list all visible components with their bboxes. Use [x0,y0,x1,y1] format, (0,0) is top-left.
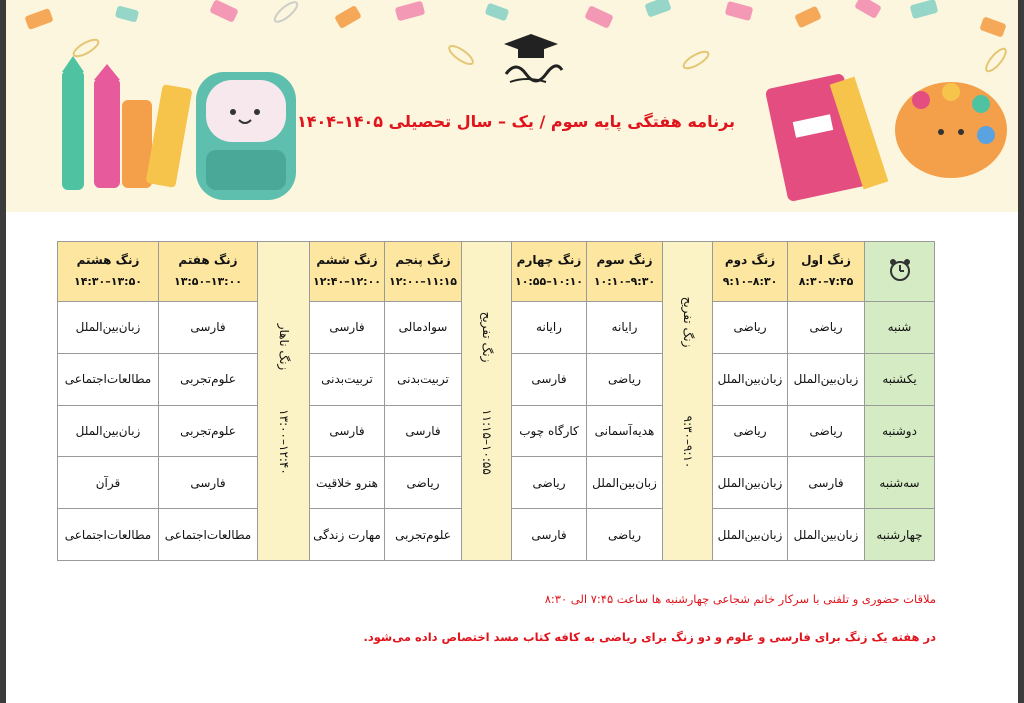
period-header: زنگ اول ۸:۳۰–۷:۴۵ [788,242,865,302]
class-cell: تربیت‌بدنی [385,353,462,405]
class-cell: زبان‌بین‌الملل [713,353,788,405]
contact-note: ملاقات حضوری و تلفنی با سرکار خانم شجاعی چهارشنبه ها ساعت ۷:۴۵ الی ۸:۳۰ [544,592,936,606]
period-header: زنگ ششم ۱۲:۴۰–۱۲:۰۰ [310,242,385,302]
class-cell: تربیت‌بدنی [310,353,385,405]
break-column: زنگ تفریح ۹:۳۰–۹:۱۰ [663,242,713,561]
period-header: زنگ هشتم ۱۴:۳۰–۱۳:۵۰ [58,242,159,302]
class-cell: فارسی [159,301,258,353]
class-cell: فارسی [310,301,385,353]
class-cell: فارسی [385,405,462,457]
period-header: زنگ دوم ۹:۱۰–۸:۳۰ [713,242,788,302]
day-label: شنبه [865,301,935,353]
class-cell: مطالعات‌اجتماعی [58,353,159,405]
class-cell: علوم‌تجربی [385,509,462,561]
library-note: در هفته یک زنگ برای فارسی و علوم و دو زنگ برای ریاضی به کافه کتاب مسد اختصاص داده می‌شود. [363,630,936,644]
class-cell: ریاضی [385,457,462,509]
class-cell: زبان‌بین‌الملل [788,353,865,405]
break-column: زنگ تفریح ۱۱:۱۵–۱۰:۵۵ [462,242,512,561]
class-cell: ریاضی [788,405,865,457]
class-cell: قرآن [58,457,159,509]
class-cell: هدیه‌آسمانی [587,405,663,457]
class-cell: فارسی [512,509,587,561]
period-header: زنگ چهارم ۱۰:۵۵–۱۰:۱۰ [512,242,587,302]
period-header: زنگ هفتم ۱۳:۵۰–۱۳:۰۰ [159,242,258,302]
document-page [6,0,1018,703]
class-cell: ریاضی [713,405,788,457]
class-cell: سوادمالی [385,301,462,353]
class-cell: ریاضی [512,457,587,509]
class-cell: ریاضی [587,509,663,561]
class-cell: مطالعات‌اجتماعی [159,509,258,561]
weekly-schedule-table [57,241,935,561]
header-banner [6,0,1018,212]
class-cell: هنرو خلاقیت [310,457,385,509]
page-title: برنامه هفتگی پایه سوم / یک – سال تحصیلی ۱۴۰۵–۱۴۰۴ [296,112,736,131]
class-cell: زبان‌بین‌الملل [58,301,159,353]
school-logo [496,30,566,92]
class-cell: ریاضی [788,301,865,353]
class-cell: فارسی [788,457,865,509]
class-cell: زبان‌بین‌الملل [713,509,788,561]
period-header: زنگ سوم ۱۰:۱۰–۹:۳۰ [587,242,663,302]
class-cell: کارگاه چوب [512,405,587,457]
alarm-clock-icon [887,257,913,283]
class-cell: مهارت زندگی [310,509,385,561]
class-cell: علوم‌تجربی [159,405,258,457]
class-cell: رایانه [587,301,663,353]
class-cell: زبان‌بین‌الملل [788,509,865,561]
class-cell: فارسی [159,457,258,509]
graduation-cap-logo-icon [496,30,566,92]
period-header: زنگ پنجم ۱۲:۰۰–۱۱:۱۵ [385,242,462,302]
clock-header-cell [865,242,935,302]
class-cell: مطالعات‌اجتماعی [58,509,159,561]
day-label: چهارشنبه [865,509,935,561]
class-cell: علوم‌تجربی [159,353,258,405]
class-cell: ریاضی [587,353,663,405]
class-cell: زبان‌بین‌الملل [58,405,159,457]
class-cell: زبان‌بین‌الملل [587,457,663,509]
lunch-column: زنگ ناهار ۱۳:۰۰–۱۲:۴۰ [258,242,310,561]
day-label: سه‌شنبه [865,457,935,509]
class-cell: ریاضی [713,301,788,353]
class-cell: زبان‌بین‌الملل [713,457,788,509]
class-cell: رایانه [512,301,587,353]
class-cell: فارسی [512,353,587,405]
class-cell: فارسی [310,405,385,457]
day-label: دوشنبه [865,405,935,457]
day-label: یکشنبه [865,353,935,405]
